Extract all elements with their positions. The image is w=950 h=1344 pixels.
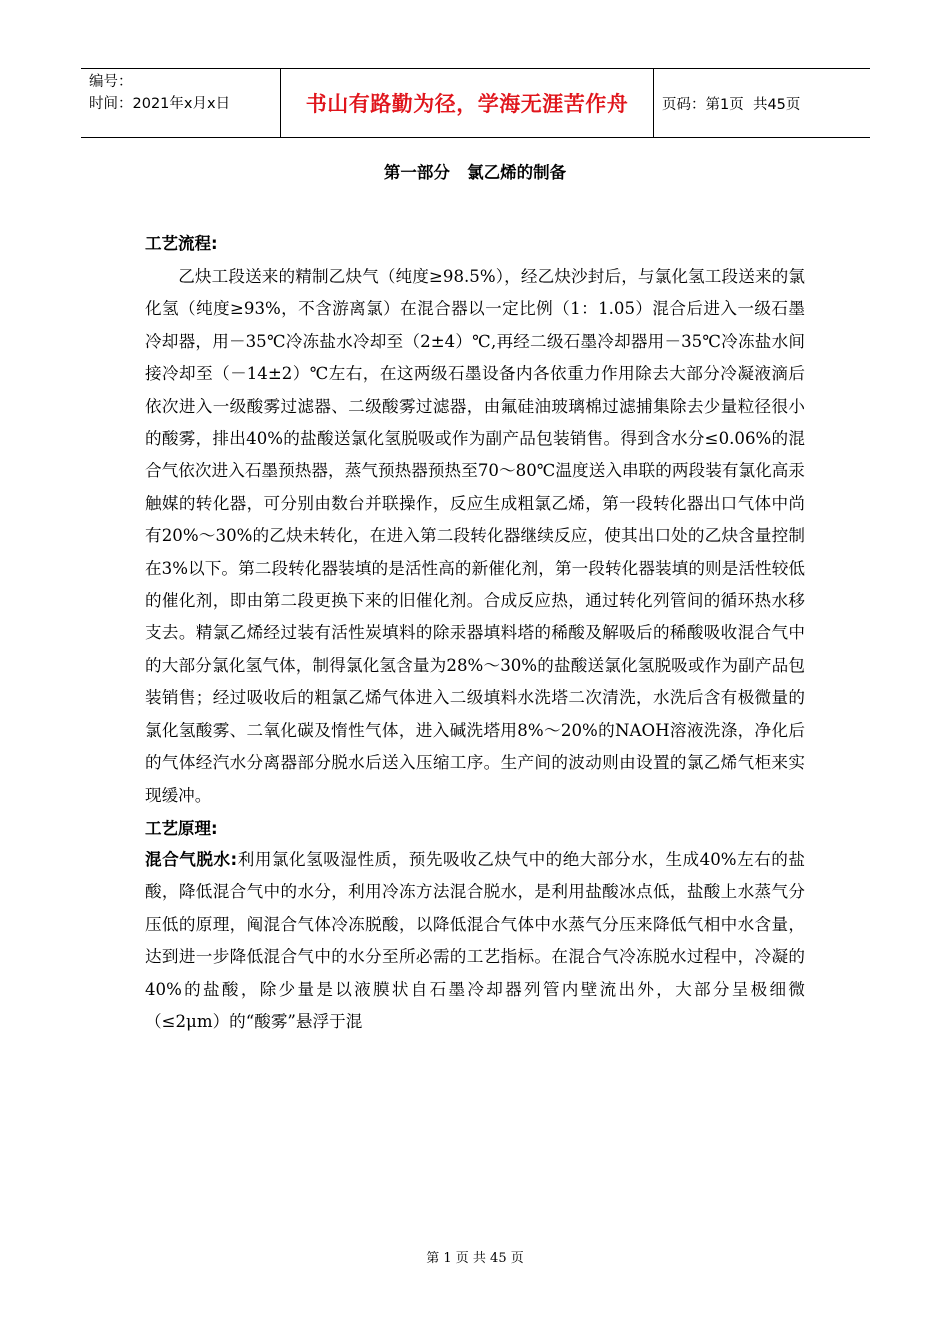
date-label: 时间：2021年x月x日	[89, 96, 231, 112]
header-motto: 书山有路勤为径，学海无涯苦作舟	[280, 69, 654, 137]
dehydration-text: 利用氯化氢吸湿性质，预先吸收乙炔气中的绝大部分水，生成40%左右的盐酸，降低混合气中的水分，利用冷冻方法混合脱水，是利用盐酸冰点低，盐酸上水蒸气分压低的原理，阄混合气体冷冻脱酸，以降低混合气体中水蒸气分压来降低气相中水含量，达到进一步降低混合气中的水分至所必需的工艺指标。在混合气冷冻脱水过程中，冷凝的40%的盐酸，除少量是以液膜状自石墨冷却器列管内壁流出外，大部分呈极细微（≤2μm）的“酸雾”悬浮于混	[145, 849, 805, 1031]
document-title: 第一部分 氯乙烯的制备	[383, 163, 567, 182]
dehydration-paragraph	[145, 844, 805, 1038]
section-heading: 工艺原理:	[145, 818, 218, 838]
page-info-text: 页码：第1页 共45页	[662, 96, 801, 113]
section-heading: 工艺流程:	[145, 234, 218, 253]
sub-heading: 混合气脱水:	[145, 849, 238, 869]
process-flow-paragraph: 乙炔工段送来的精制乙炔气（纯度≥98.5%），经乙炔沙封后，与氯化氢工段送来的氯化氢（纯度≥93%，不含游离氯）在混合器以一定比例（1：1.05）混合后进入一级石墨冷却器，用－35℃冷冻盐水冷却至（2±4）℃,再经二级石墨冷却器用－35℃冷冻盐水间接冷却至（－14±2）℃左右，在这两级石墨设备内各依重力作用除去大部分冷凝液滴后依次进入一级酸雾过滤器、二级酸雾过滤器，由氟硅油玻璃棉过滤捕集除去少量粒径很小的酸雾，排出40%的盐酸送氯化氢脱吸或作为副产品包装销售。得到含水分≤0.06%的混合气依次进入石墨预热器，蒸气预热器预热至70～80℃温度送入串联的两段装有氯化高汞触媒的转化器，可分别由数台并联操作，反应生成粗氯乙烯，第一段转化器出口气体中尚有20%～30%的乙炔未转化，在进入第二段转化器继续反应，使其出口处的乙炔含量控制在3%以下。第二段转化器装填的是活性高的新催化剂，第一段转化器装填的则是活性较低的催化剂，即由第二段更换下来的旧催化剂。合成反应热，通过转化列管间的循环热水移支去。精氯乙烯经过装有活性炭填料的除汞器填料塔的稀酸及解吸后的稀酸吸收混合气中的大部分氯化氢气体，制得氯化氢含量为28%～30%的盐酸送氯化氢脱吸或作为副产品包装销售；经过吸收后的粗氯乙烯气体进入二级填料水洗塔二次清洗，水洗后含有极微量的氯化氢酸雾、二氧化碳及惰性气体，进入碱洗塔用8%～20%的NAOH溶液洗涤，净化后的气体经汽水分离器部分脱水后送入压缩工序。生产间的波动则由设置的氯乙烯气柜来实现缓冲。	[145, 267, 805, 805]
serial-label: 编号：	[89, 74, 133, 90]
page-footer: 第 1 页 共 45 页	[426, 1251, 524, 1266]
page-header	[81, 68, 870, 138]
header-page-info	[654, 69, 870, 137]
section-process-flow	[145, 229, 805, 1038]
header-meta	[81, 69, 280, 137]
